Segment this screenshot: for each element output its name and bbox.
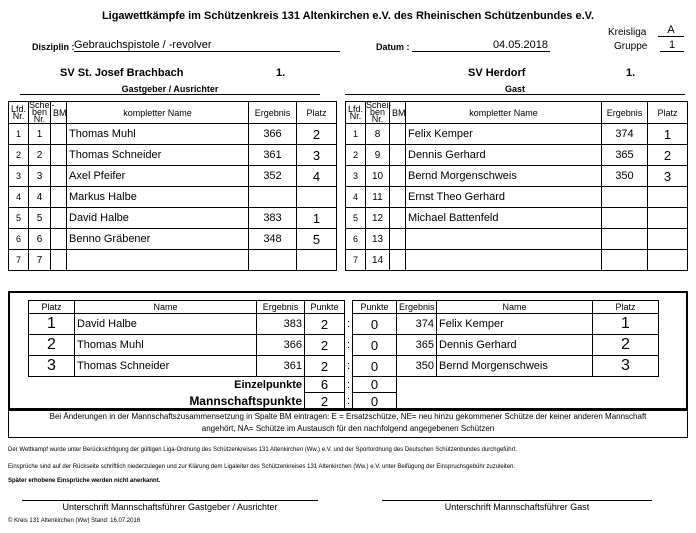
- roster-row: [346, 229, 688, 250]
- cmp-ergebnis-guest[interactable]: 374: [397, 314, 437, 335]
- datum-field[interactable]: 04.05.2018: [412, 39, 550, 52]
- points-separator: :: [347, 339, 351, 351]
- scheiben-number: 11: [366, 187, 390, 208]
- bm-cell[interactable]: [51, 250, 67, 271]
- shooter-name[interactable]: Ernst Theo Gerhard: [406, 187, 602, 208]
- cmp-platz-home: 2: [29, 335, 75, 356]
- bm-cell[interactable]: [51, 166, 67, 187]
- cmp-col-ergebnis-right: Ergebnis: [397, 301, 437, 314]
- points-separator: :: [347, 395, 351, 407]
- platz-cell[interactable]: 3: [648, 166, 688, 187]
- roster-row: [9, 208, 337, 229]
- points-separator: :: [347, 378, 351, 391]
- home-team-name: SV St. Josef Brachbach: [60, 67, 184, 79]
- datum-label: Datum :: [376, 42, 410, 52]
- lfd-number: 6: [346, 229, 366, 250]
- points-separator: :: [347, 318, 351, 330]
- ergebnis-cell[interactable]: 383: [249, 208, 297, 229]
- bm-cell[interactable]: [390, 229, 406, 250]
- col-lfd: Lfd. Nr.: [9, 102, 29, 124]
- comparison-row: [29, 335, 659, 356]
- scheiben-number: 5: [29, 208, 51, 229]
- shooter-name[interactable]: Michael Battenfeld: [406, 208, 602, 229]
- cmp-punkte-guest[interactable]: 0: [353, 356, 397, 377]
- lfd-number: 1: [9, 124, 29, 145]
- gruppe-value[interactable]: 1: [660, 39, 684, 52]
- legal-line1: Der Wettkampf wurde unter Berücksichtigung der gültigen Liga-Ordnung des Schützenkreises 131 Altenkirchen (Ww.) e.V. und der Sportordnung des Deutschen Schützenbundes durchgeführt.: [8, 447, 517, 453]
- cmp-ergebnis-guest[interactable]: 350: [397, 356, 437, 377]
- platz-cell[interactable]: [648, 229, 688, 250]
- shooter-name[interactable]: Axel Pfeifer: [67, 166, 249, 187]
- roster-row: [346, 166, 688, 187]
- cmp-empty: [397, 393, 659, 410]
- cmp-name-guest[interactable]: Bernd Morgenschweis: [437, 356, 593, 377]
- lfd-number: 1: [346, 124, 366, 145]
- einzelpunkte-label: Einzelpunkte: [234, 378, 302, 391]
- platz-cell[interactable]: 1: [297, 208, 337, 229]
- cmp-platz-guest: 2: [593, 335, 659, 356]
- ergebnis-cell[interactable]: 366: [249, 124, 297, 145]
- legal-line2: Einsprüche sind auf der Rückseite schriftlich niederzulegen und zur Klärung dem Ligaleiter des Schützenkreises 131 Altenkirchen (Ww.) e.V. unter Beifügung der Einspruchsgebühr zuzuleiten.: [8, 464, 516, 470]
- lfd-number: 4: [9, 187, 29, 208]
- guest-role: Gast: [345, 84, 685, 95]
- cmp-punkte-guest[interactable]: 0: [353, 314, 397, 335]
- roster-row: [346, 208, 688, 229]
- home-team-place: 1.: [276, 67, 286, 79]
- shooter-name[interactable]: [406, 250, 602, 271]
- platz-cell[interactable]: 4: [297, 166, 337, 187]
- ergebnis-cell[interactable]: 348: [249, 229, 297, 250]
- scheiben-number: 6: [29, 229, 51, 250]
- lfd-number: 4: [346, 187, 366, 208]
- lfd-number: 5: [9, 208, 29, 229]
- cmp-name-home[interactable]: Thomas Muhl: [75, 335, 257, 356]
- bm-cell[interactable]: [390, 166, 406, 187]
- ergebnis-cell[interactable]: [249, 187, 297, 208]
- ergebnis-cell[interactable]: [249, 250, 297, 271]
- roster-row: [9, 124, 337, 145]
- cmp-punkte-guest[interactable]: 0: [353, 335, 397, 356]
- col-name: kompletter Name: [406, 102, 602, 124]
- ergebnis-cell[interactable]: 352: [249, 166, 297, 187]
- scheiben-number: 12: [366, 208, 390, 229]
- cmp-ergebnis-home[interactable]: 366: [257, 335, 305, 356]
- platz-cell[interactable]: 2: [648, 145, 688, 166]
- bm-cell[interactable]: [51, 229, 67, 250]
- lfd-number: 3: [9, 166, 29, 187]
- cmp-empty: [397, 377, 659, 393]
- legal-line3: Später erhobene Einsprüche werden nicht anerkannt.: [8, 478, 161, 484]
- col-lfd: Lfd. Nr.: [346, 102, 366, 124]
- scheiben-number: 9: [366, 145, 390, 166]
- shooter-name[interactable]: David Halbe: [67, 208, 249, 229]
- ergebnis-cell[interactable]: [602, 187, 648, 208]
- cmp-ergebnis-guest[interactable]: 365: [397, 335, 437, 356]
- scheiben-number: 7: [29, 250, 51, 271]
- bm-cell[interactable]: [390, 145, 406, 166]
- ergebnis-cell[interactable]: [602, 250, 648, 271]
- col-scheiben: Schei- ben Nr.: [366, 100, 392, 124]
- roster-row: [9, 145, 337, 166]
- guest-roster-table: [345, 101, 688, 271]
- cmp-col-platz-right: Platz: [593, 301, 659, 314]
- roster-row: [346, 250, 688, 271]
- ergebnis-cell[interactable]: [602, 229, 648, 250]
- bm-cell[interactable]: [51, 187, 67, 208]
- mannschaftspunkte-label: Mannschaftspunkte: [189, 394, 302, 408]
- cmp-punkte-home[interactable]: 2: [305, 356, 345, 377]
- lfd-number: 5: [346, 208, 366, 229]
- comparison-row: [29, 314, 659, 335]
- lfd-number: 3: [346, 166, 366, 187]
- col-ergebnis: Ergebnis: [602, 102, 648, 124]
- shooter-name[interactable]: Benno Gräbener: [67, 229, 249, 250]
- signature-label-guest: Unterschrift Mannschaftsführer Gast: [444, 502, 590, 512]
- col-bm: BM: [390, 102, 406, 124]
- platz-cell[interactable]: [297, 187, 337, 208]
- cmp-platz-guest: 3: [593, 356, 659, 377]
- comparison-table: [28, 300, 659, 410]
- ergebnis-cell[interactable]: 365: [602, 145, 648, 166]
- cmp-name-guest[interactable]: Dennis Gerhard: [437, 335, 593, 356]
- cmp-col-punkte-left: Punkte: [305, 301, 345, 314]
- bm-cell[interactable]: [51, 208, 67, 229]
- shooter-name[interactable]: Thomas Muhl: [67, 124, 249, 145]
- bm-note-line2: angehört, NA= Schütze im Austausch für den nachfolgend angegebenen Schützen: [201, 424, 495, 433]
- shooter-name[interactable]: Dennis Gerhard: [406, 145, 602, 166]
- cmp-col-ergebnis-left: Ergebnis: [257, 301, 305, 314]
- mannschaftspunkte-guest[interactable]: 0: [353, 393, 397, 410]
- copyright: © Kreis 131 Altenkirchen (Ww) Stand: 16.07.2016: [8, 518, 141, 524]
- cmp-name-guest[interactable]: Felix Kemper: [437, 314, 593, 335]
- roster-row: [9, 229, 337, 250]
- cmp-col-platz-left: Platz: [29, 301, 75, 314]
- signature-line-guest[interactable]: [382, 500, 652, 501]
- shooter-name[interactable]: Thomas Schneider: [67, 145, 249, 166]
- cmp-spacer: [345, 301, 353, 314]
- ergebnis-cell[interactable]: 350: [602, 166, 648, 187]
- roster-row: [346, 187, 688, 208]
- guest-team-name: SV Herdorf: [468, 67, 526, 79]
- scheiben-number: 8: [366, 124, 390, 145]
- shooter-name[interactable]: Bernd Morgenschweis: [406, 166, 602, 187]
- bm-cell[interactable]: [390, 124, 406, 145]
- lfd-number: 2: [346, 145, 366, 166]
- ergebnis-cell[interactable]: [602, 208, 648, 229]
- cmp-col-punkte-right: Punkte: [353, 301, 397, 314]
- col-platz: Platz: [297, 102, 337, 124]
- cmp-col-name-right: Name: [437, 301, 593, 314]
- lfd-number: 2: [9, 145, 29, 166]
- platz-cell[interactable]: [648, 187, 688, 208]
- bm-cell[interactable]: [51, 145, 67, 166]
- bm-cell[interactable]: [390, 208, 406, 229]
- points-separator: :: [347, 360, 351, 372]
- signature-line-home[interactable]: [22, 500, 318, 501]
- kreisliga-value[interactable]: A: [658, 24, 684, 37]
- mannschaftspunkte-home[interactable]: 2: [305, 393, 345, 410]
- einzelpunkte-guest[interactable]: 0: [353, 377, 397, 393]
- scheiben-number: 14: [366, 250, 390, 271]
- cmp-col-name-left: Name: [75, 301, 257, 314]
- gruppe-label: Gruppe: [614, 41, 648, 52]
- bm-note-line1: Bei Änderungen in der Mannschaftszusammensetzung in Spalte BM eintragen: E = Ersatzschütze, NE= neu hinzu gekommener Schütze der keiner anderen Mannschaft: [49, 412, 647, 421]
- col-scheiben: Schei- ben Nr.: [29, 100, 55, 124]
- roster-row: [9, 166, 337, 187]
- cmp-ergebnis-home[interactable]: 383: [257, 314, 305, 335]
- scheiben-number: 10: [366, 166, 390, 187]
- cmp-ergebnis-home[interactable]: 361: [257, 356, 305, 377]
- home-role: Gastgeber / Ausrichter: [20, 84, 320, 95]
- cmp-platz-home: 3: [29, 356, 75, 377]
- cmp-punkte-home[interactable]: 2: [305, 335, 345, 356]
- platz-cell[interactable]: 1: [648, 124, 688, 145]
- col-name: kompletter Name: [67, 102, 249, 124]
- disziplin-field[interactable]: Gebrauchspistole / -revolver: [74, 39, 340, 52]
- scheiben-number: 1: [29, 124, 51, 145]
- ergebnis-cell[interactable]: 374: [602, 124, 648, 145]
- shooter-name[interactable]: Markus Halbe: [67, 187, 249, 208]
- signature-label-home: Unterschrift Mannschaftsführer Gastgeber / Ausrichter: [62, 502, 278, 512]
- platz-cell[interactable]: [648, 250, 688, 271]
- comparison-row: [29, 356, 659, 377]
- roster-row: [346, 145, 688, 166]
- cmp-name-home[interactable]: David Halbe: [75, 314, 257, 335]
- scheiben-number: 4: [29, 187, 51, 208]
- roster-row: [9, 250, 337, 271]
- cmp-platz-guest: 1: [593, 314, 659, 335]
- roster-row: [346, 124, 688, 145]
- bm-cell[interactable]: [390, 250, 406, 271]
- guest-team-place: 1.: [626, 67, 636, 79]
- col-platz: Platz: [648, 102, 688, 124]
- lfd-number: 6: [9, 229, 29, 250]
- shooter-name[interactable]: [406, 229, 602, 250]
- bm-cell[interactable]: [390, 187, 406, 208]
- platz-cell[interactable]: [297, 250, 337, 271]
- cmp-punkte-home[interactable]: 2: [305, 314, 345, 335]
- platz-cell[interactable]: 3: [297, 145, 337, 166]
- disziplin-label: Disziplin :: [32, 42, 75, 52]
- home-roster-table: [8, 101, 337, 271]
- lfd-number: 7: [9, 250, 29, 271]
- bm-cell[interactable]: [51, 124, 67, 145]
- scheiben-number: 2: [29, 145, 51, 166]
- cmp-name-home[interactable]: Thomas Schneider: [75, 356, 257, 377]
- col-ergebnis: Ergebnis: [249, 102, 297, 124]
- kreisliga-label: Kreisliga: [608, 27, 647, 38]
- col-bm: BM: [51, 102, 67, 124]
- shooter-name[interactable]: Felix Kemper: [406, 124, 602, 145]
- einzelpunkte-home[interactable]: 6: [305, 377, 345, 393]
- roster-row: [9, 187, 337, 208]
- platz-cell[interactable]: 2: [297, 124, 337, 145]
- cmp-platz-home: 1: [29, 314, 75, 335]
- shooter-name[interactable]: [67, 250, 249, 271]
- scheiben-number: 13: [366, 229, 390, 250]
- platz-cell[interactable]: [648, 208, 688, 229]
- scheiben-number: 3: [29, 166, 51, 187]
- lfd-number: 7: [346, 250, 366, 271]
- platz-cell[interactable]: 5: [297, 229, 337, 250]
- ergebnis-cell[interactable]: 361: [249, 145, 297, 166]
- page-title: Ligawettkämpfe im Schützenkreis 131 Altenkirchen e.V. des Rheinischen Schützenbundes e.V.: [101, 10, 595, 22]
